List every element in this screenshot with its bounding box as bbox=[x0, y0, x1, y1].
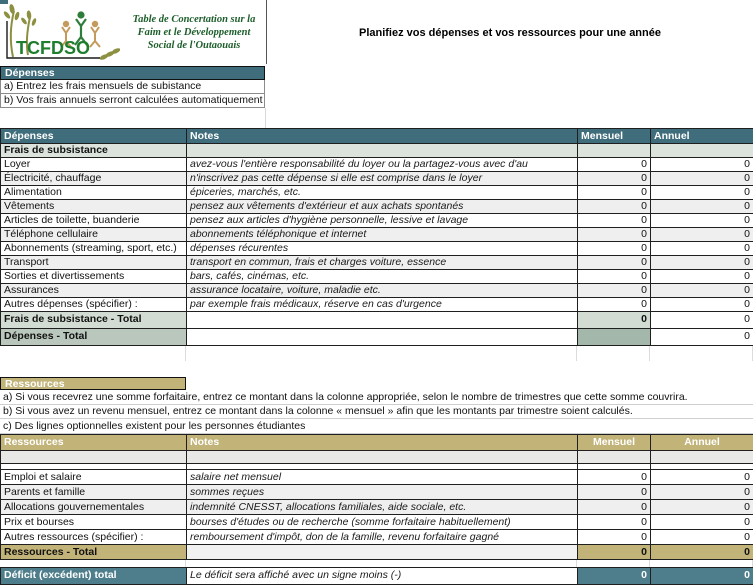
expense-label: Assurances bbox=[1, 284, 187, 298]
sheet-header bbox=[0, 0, 753, 66]
expense-note: abonnements téléphonique et internet bbox=[187, 228, 578, 242]
expense-mensuel-cell[interactable]: 0 bbox=[578, 186, 651, 200]
resource-mensuel-cell[interactable]: 0 bbox=[578, 515, 651, 530]
expense-row bbox=[1, 256, 753, 270]
column-header-annuel: Annuel bbox=[651, 129, 753, 144]
resource-label: Prix et bourses bbox=[1, 515, 187, 530]
expense-row bbox=[1, 242, 753, 256]
expense-annuel-cell[interactable]: 0 bbox=[651, 270, 753, 284]
expense-label: Alimentation bbox=[1, 186, 187, 200]
expense-label: Transport bbox=[1, 256, 187, 270]
expense-note: bars, cafés, cinémas, etc. bbox=[187, 270, 578, 284]
resource-mensuel-cell[interactable]: 0 bbox=[578, 470, 651, 485]
expense-annuel-cell[interactable]: 0 bbox=[651, 256, 753, 270]
resource-label: Autres ressources (spécifier) : bbox=[1, 530, 187, 545]
expense-row bbox=[1, 228, 753, 242]
subsection-label: Frais de subsistance bbox=[1, 144, 187, 158]
org-name bbox=[122, 13, 266, 52]
expenses-total-label: Dépenses - Total bbox=[1, 329, 187, 346]
expense-label: Loyer bbox=[1, 158, 187, 172]
expenses-total-note-cell bbox=[187, 329, 578, 346]
expense-mensuel-cell[interactable]: 0 bbox=[578, 228, 651, 242]
expense-row bbox=[1, 186, 753, 200]
resource-row bbox=[1, 530, 753, 545]
logo-acronym: TCFDSO bbox=[16, 38, 90, 58]
org-name-line: Social de l'Outaouais bbox=[147, 39, 241, 51]
empty-cell bbox=[1, 451, 187, 464]
resource-row bbox=[1, 500, 753, 515]
resources-instruction-b: b) Si vous avez un revenu mensuel, entrez ce montant dans la colonne « mensuel » afin que les montants par trimestre soient calculés. bbox=[0, 405, 753, 419]
expense-note: n'inscrivez pas cette dépense si elle est comprise dans le loyer bbox=[187, 172, 578, 186]
expense-annuel-cell[interactable]: 0 bbox=[651, 158, 753, 172]
deficit-note: Le déficit sera affiché avec un signe moins (-) bbox=[187, 568, 578, 585]
resource-annuel-cell[interactable]: 0 bbox=[651, 530, 753, 545]
org-name-line: Faim et le Développement bbox=[137, 26, 251, 38]
resource-label: Allocations gouvernementales bbox=[1, 500, 187, 515]
column-header-depenses: Dépenses bbox=[1, 129, 187, 144]
sheet-title-cell bbox=[267, 0, 753, 66]
expense-row bbox=[1, 158, 753, 172]
resources-total-label: Ressources - Total bbox=[1, 545, 187, 560]
subtotal-annuel: 0 bbox=[651, 312, 753, 329]
resources-total-mensuel: 0 bbox=[578, 545, 651, 560]
spacer-row bbox=[0, 361, 753, 369]
expense-label: Autres dépenses (spécifier) : bbox=[1, 298, 187, 312]
resource-mensuel-cell[interactable]: 0 bbox=[578, 530, 651, 545]
empty-cell bbox=[187, 451, 578, 464]
expense-row bbox=[1, 200, 753, 214]
expense-annuel-cell[interactable]: 0 bbox=[651, 298, 753, 312]
expenses-section-band: Dépenses bbox=[0, 66, 265, 80]
subtotal-mensuel: 0 bbox=[578, 312, 651, 329]
expense-mensuel-cell[interactable]: 0 bbox=[578, 284, 651, 298]
resource-mensuel-cell[interactable]: 0 bbox=[578, 500, 651, 515]
expense-mensuel-cell[interactable]: 0 bbox=[578, 200, 651, 214]
spacer-row bbox=[0, 560, 753, 567]
resource-label: Emploi et salaire bbox=[1, 470, 187, 485]
resource-note: salaire net mensuel bbox=[187, 470, 578, 485]
expense-label: Vêtements bbox=[1, 200, 187, 214]
resource-annuel-cell[interactable]: 0 bbox=[651, 500, 753, 515]
subsection-cell bbox=[578, 144, 651, 158]
expenses-instruction-a: a) Entrez les frais mensuels de subistance bbox=[0, 80, 265, 94]
expense-label: Sorties et divertissements bbox=[1, 270, 187, 284]
expense-mensuel-cell[interactable]: 0 bbox=[578, 214, 651, 228]
expense-label: Électricité, chauffage bbox=[1, 172, 187, 186]
expense-mensuel-cell[interactable]: 0 bbox=[578, 242, 651, 256]
expense-note: pensez aux vêtements d'extérieur et aux achats spontanés bbox=[187, 200, 578, 214]
resource-row bbox=[1, 485, 753, 500]
column-header-mensuel: Mensuel bbox=[578, 129, 651, 144]
resource-annuel-cell[interactable]: 0 bbox=[651, 470, 753, 485]
resources-instruction-c: c) Des lignes optionnelles existent pour les personnes étudiantes bbox=[0, 419, 753, 434]
expense-note: par exemple frais médicaux, réserve en cas d'urgence bbox=[187, 298, 578, 312]
resource-annuel-cell[interactable]: 0 bbox=[651, 485, 753, 500]
expense-annuel-cell[interactable]: 0 bbox=[651, 186, 753, 200]
resource-note: bourses d'études ou de recherche (somme forfaitaire habituellement) bbox=[187, 515, 578, 530]
resources-total-annuel: 0 bbox=[651, 545, 753, 560]
expense-note: transport en commun, frais et charges voiture, essence bbox=[187, 256, 578, 270]
column-header-notes: Notes bbox=[187, 129, 578, 144]
resource-row bbox=[1, 515, 753, 530]
expense-label: Articles de toilette, buanderie bbox=[1, 214, 187, 228]
resources-table-header bbox=[1, 435, 753, 451]
expense-mensuel-cell[interactable]: 0 bbox=[578, 270, 651, 284]
resource-note: remboursement d'impôt, don de la famille, revenu forfaitaire gagné bbox=[187, 530, 578, 545]
resources-table bbox=[0, 434, 753, 560]
expenses-table bbox=[0, 128, 753, 346]
expense-note: avez-vous l'entière responsabilité du loyer ou la partagez-vous avec d'au bbox=[187, 158, 578, 172]
resource-row bbox=[1, 470, 753, 485]
spacer-row bbox=[0, 108, 753, 128]
expense-annuel-cell[interactable]: 0 bbox=[651, 172, 753, 186]
subtotal-row bbox=[1, 312, 753, 329]
column-header-annuel: Annuel bbox=[651, 435, 753, 451]
expense-row bbox=[1, 214, 753, 228]
spacer-row bbox=[0, 346, 753, 361]
empty-cell bbox=[651, 451, 753, 464]
deficit-mensuel: 0 bbox=[578, 568, 651, 585]
expense-note: dépenses récurentes bbox=[187, 242, 578, 256]
expense-note: épiceries, marchés, etc. bbox=[187, 186, 578, 200]
resource-note: sommes reçues bbox=[187, 485, 578, 500]
deficit-label: Déficit (excédent) total bbox=[1, 568, 187, 585]
column-header-mensuel: Mensuel bbox=[578, 435, 651, 451]
expense-row bbox=[1, 172, 753, 186]
deficit-table bbox=[0, 567, 753, 585]
resource-annuel-cell[interactable]: 0 bbox=[651, 515, 753, 530]
expense-note: pensez aux articles d'hygiène personnelle, lessive et lavage bbox=[187, 214, 578, 228]
expenses-rows bbox=[1, 158, 753, 312]
expense-mensuel-cell[interactable]: 0 bbox=[578, 298, 651, 312]
column-header-ressources: Ressources bbox=[1, 435, 187, 451]
subsection-cell bbox=[187, 144, 578, 158]
subsection-row bbox=[1, 144, 753, 158]
wheat-and-people-icon bbox=[0, 1, 120, 63]
expense-annuel-cell[interactable]: 0 bbox=[651, 214, 753, 228]
resource-mensuel-cell[interactable]: 0 bbox=[578, 485, 651, 500]
expense-annuel-cell[interactable]: 0 bbox=[651, 200, 753, 214]
expenses-total-mensuel bbox=[578, 329, 651, 346]
column-header-notes: Notes bbox=[187, 435, 578, 451]
expense-label: Abonnements (streaming, sport, etc.) bbox=[1, 242, 187, 256]
expense-annuel-cell[interactable]: 0 bbox=[651, 242, 753, 256]
expense-label: Téléphone cellulaire bbox=[1, 228, 187, 242]
org-name-line: Table de Concertation sur la bbox=[132, 13, 256, 25]
resources-section-band: Ressources bbox=[0, 377, 186, 390]
expenses-total-row bbox=[1, 329, 753, 346]
resources-instruction-a: a) Si vous recevrez une somme forfaitaire, entrez ce montant dans la colonne appropriée, selon le nombre de trimestres que cette somme couvrira. bbox=[0, 390, 753, 405]
resource-note: indemnité CNESST, allocations familiales, aide sociale, etc. bbox=[187, 500, 578, 515]
expenses-total-annuel: 0 bbox=[651, 329, 753, 346]
expense-annuel-cell[interactable]: 0 bbox=[651, 228, 753, 242]
expense-row bbox=[1, 270, 753, 284]
expenses-instruction-b: b) Vos frais annuels serront calculées automatiquement bbox=[0, 94, 265, 108]
resources-total-row bbox=[1, 545, 753, 560]
expense-row bbox=[1, 284, 753, 298]
org-logo bbox=[0, 0, 267, 64]
subsection-cell bbox=[651, 144, 753, 158]
empty-gray-row bbox=[1, 451, 753, 464]
resources-rows bbox=[1, 470, 753, 545]
expense-note: assurance locataire, voiture, maladie etc. bbox=[187, 284, 578, 298]
expense-row bbox=[1, 298, 753, 312]
expense-mensuel-cell[interactable]: 0 bbox=[578, 172, 651, 186]
subtotal-note-cell bbox=[187, 312, 578, 329]
subtotal-label: Frais de subsistance - Total bbox=[1, 312, 187, 329]
deficit-annuel: 0 bbox=[651, 568, 753, 585]
empty-cell bbox=[578, 451, 651, 464]
expense-annuel-cell[interactable]: 0 bbox=[651, 284, 753, 298]
expenses-table-header bbox=[1, 129, 753, 144]
expense-mensuel-cell[interactable]: 0 bbox=[578, 158, 651, 172]
page-title: Planifiez vos dépenses et vos ressources pour une année bbox=[358, 27, 661, 39]
resource-label: Parents et famille bbox=[1, 485, 187, 500]
expense-mensuel-cell[interactable]: 0 bbox=[578, 256, 651, 270]
resources-total-note-cell bbox=[187, 545, 578, 560]
